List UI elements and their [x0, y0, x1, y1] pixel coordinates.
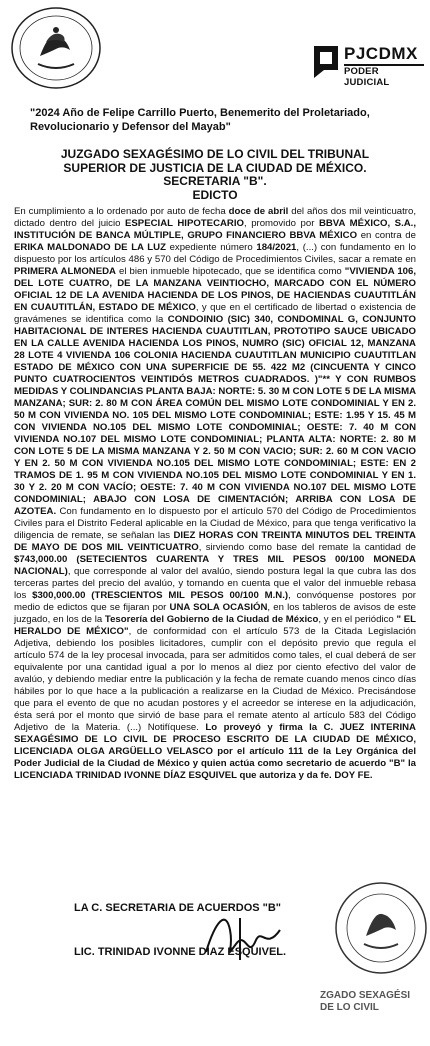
edict-body: [14, 206, 416, 782]
court-name-line: JUZGADO SEXAGÉSIMO DE LO CIVIL DEL TRIBUNAL: [60, 147, 370, 161]
court-name-line: SUPERIOR DE JUSTICIA DE LA CIUDAD DE MÉXICO.: [63, 160, 367, 175]
court-seal-icon: [334, 880, 428, 976]
pjcdmx-logo: [312, 44, 424, 88]
body-text: , convóquense postores por medio de edictos que se fijaran por: [14, 590, 417, 613]
body-bold: $743,000.00 (SETECIENTOS CUARENTA Y TRES MIL PESOS 00/100 MONEDA NACIONAL): [14, 554, 416, 577]
body-text: , promovido por: [243, 218, 319, 229]
court-stamp-line: ZGADO SEXAGÉSI: [320, 990, 411, 1001]
logo-brand: PJCDMX: [344, 44, 418, 63]
body-bold: BBVA MÉXICO, S.A., INSTITUCIÓN DE BANCA MÚLTIPLE, GRUPO FINANCIERO BBVA MÉXICO: [14, 218, 416, 241]
year-motto-line: Revolucionario y Defensor del Mayab": [30, 121, 231, 133]
body-bold: Tesorería del Gobierno de la Ciudad de México: [104, 614, 319, 625]
body-bold: $300,000.00 (TRESCIENTOS MIL PESOS 00/100 M.N.): [32, 590, 289, 601]
body-bold: ESPECIAL HIPOTECARIO: [125, 218, 244, 229]
signatory-name: LIC. TRINIDAD IVONNE DIAZ ESQUIVEL.: [74, 946, 287, 958]
body-text: del años dos mil veinticuatro, dictado dentro del juicio: [14, 206, 416, 229]
body-text: en contra de: [357, 230, 416, 241]
pjcdmx-mark-icon: [312, 44, 344, 80]
logo-subtitle: PODER JUDICIAL: [344, 66, 390, 88]
body-bold: Lo proveyó y firma la C. JUEZ INTERINA SEXAGÉSIMO DE LO CIVIL DE PROCESO ESCRITO DE LA CIUDAD DE MÉXICO, LICENCIADA OLGA ARGÜELLO VELASCO por el artículo 111 de la Ley Orgánica del Poder Judicial de la Ciudad de México y quien actúa como secretario de acuerdo "B" la LICENCIADA TRINIDAD IVONNE DÍAZ ESQUIVEL que autoriza y da fe. DOY FE.: [14, 722, 416, 781]
court-heading: [20, 148, 410, 202]
body-bold: doce de abril: [228, 206, 289, 217]
year-motto: [30, 106, 410, 134]
body-text: expediente número: [165, 242, 257, 253]
court-stamp-line: DE LO CIVIL: [320, 1002, 379, 1013]
body-text: , (...) con fundamento en lo dispuesto por los artículos 486 y 570 del Código de Procedimientos Civiles, sacar a remate en: [14, 242, 416, 265]
body-text: el bien inmueble hipotecado, que se identifica como: [115, 266, 345, 277]
body-bold: "VIVIENDA 106, DEL LOTE CUATRO, DE LA MANZANA VEINTIOCHO, MARCADO CON EL NÚMERO OFICIAL 12 DE LA AVENIDA HACIENDA DE LOS PINOS, DE HACIENDAS CUAUTITLÁN EN CUAUTITLÁN, ESTADO DE MÉXICO: [14, 266, 416, 313]
body-text: , y en el periódico: [318, 614, 397, 625]
body-text: Con fundamento en lo dispuesto por el artículo 570 del Código de Procedimientos Civiles para el Distrito Federal aplicable en la Ciudad de México, para que tenga verificativo la diligencia de remate, se señalan las: [14, 506, 416, 541]
body-bold: " EL HERALDO DE MÉXICO": [14, 614, 416, 637]
body-bold: DIEZ HORAS CON TREINTA MINUTOS DEL TREINTA DE MAYO DE DOS MIL VEINTICUATRO: [14, 530, 416, 553]
signatory-title: LA C. SECRETARIA DE ACUERDOS "B": [74, 902, 282, 914]
body-text: , de conformidad con el artículo 573 de la Citada Legislación Adjetiva, debiendo los posibles licitadores, cumplir con el depósito previo que regula el artículo 574 de la ley procesal invocada, para ser admitidos como tales, el cual deberá de ser equivalente por una cantidad igual a por lo menos al diez por ciento efectivo del valor de avalúo, y debiendo mediar entre la publicación y la fecha de remate cuando menos cinco días hábiles por lo que hace a la publicación a realizarse en la Ciudad de México. Precisándose que para el evento de que no acudan postores y el acreedor se interese en la adjudicación, ésta será por el monto que sirvió de base para el remate atento al artículo 583 del Código Adjetivo de la Materia. (...) Notifíquese.: [14, 626, 416, 733]
body-text: En cumplimiento a lo ordenado por auto de fecha: [14, 206, 229, 217]
document-header: [0, 0, 430, 100]
year-motto-line: "2024 Año de Felipe Carrillo Puerto, Benemerito del Proletariado,: [30, 107, 370, 119]
coat-of-arms-seal-icon: [10, 6, 102, 90]
body-text: , y que en el certificado de libertad o existencia de gravámenes se identifica como la: [14, 302, 416, 325]
edicto-title: EDICTO: [192, 187, 238, 202]
body-bold: ERIKA MALDONADO DE LA LUZ: [14, 242, 166, 253]
body-bold: CONDOINIO (SIC) 340, CONDOMINAL G, CONJUNTO HABITACIONAL DE INTERES HACIENDA CUAUTITLAN, PROTOTIPO SAUCE UBICADO EN LA CALLE AVENIDA HACIENDA LOS PINOS, NUMRO (SIC) OFICIAL 12, MANZANA 28 LOTE 4 VIVIENDA 106 COLONIA HACIENDA CUAUTITLAN MUNICIPIO CUAUTITLAN ESTADO DE MÉXICO CON UNA SUPERFICIE DE 55. 422 M2 (CINCUENTA Y CINCO PUNTO CUATROCIENTOS VEINTIDÓS METROS CUADRADOS. )"** Y CON RUMBOS MEDIDAS Y COLINDANCIAS PLANTA BAJA: NORTE: 5. 30 M CON LOTE 5 DE LA MISMA MANZANA; SUR: 2. 80 M CON ÁREA COMÚN DEL MISMO LOTE CONDOMINIAL Y EN 2. 50 M CON VIVIENDA NO. 105 DEL MISMO LOTE CONDOMINIAL; ESTE: 1.95 Y 15. 45 M CON VIVIENDA NO.105 DEL MISMO LOTE CONDOMINIAL; OESTE: 7. 40 M CON VIVIENDA NO.107 DEL MISMO LOTE CONDOMINIAL; PLANTA ALTA: NORTE: 2. 80 M CON LOTE 5 DE LA MISMA MANZANA Y 2. 50 M CON VACIO; SUR: 2. 60 M CON VACIO Y EN 2. 50 M CON VIVIENDA NO.105 DEL MISMO LOTE CONDOMINIAL; ESTE: EN 2 TRAMOS DE 1. 95 M CON VIVIENDA NO.105 DEL MISMO LOTE CONDOMINIAL Y EN 1. 30 Y 2. 20 M CON VACÍO; OESTE: 7. 40 M CON VIVIENDA NO.107 DEL MISMO LOTE CONDOMINIAL; ABAJO CON LOSA DE CIMENTACIÓN; ARRIBA CON LOSA DE AZOTEA.: [14, 314, 416, 517]
secretaria-label: SECRETARIA "B".: [163, 174, 267, 188]
body-bold: 184/2021: [256, 242, 297, 253]
handwritten-signature-icon: [196, 900, 286, 970]
court-stamp: [320, 990, 410, 1014]
body-bold: UNA SOLA OCASIÓN: [169, 602, 268, 613]
body-text: , en los tableros de avisos de este juzgado, en los de la: [14, 602, 416, 625]
body-text: , sirviendo como base del remate la cantidad de: [198, 542, 416, 553]
body-bold: PRIMERA ALMONEDA: [14, 266, 116, 277]
body-text: , que corresponde al valor del avalúo, siendo postura legal la que cubra las dos terceras partes del precio del avalúo, y tomando en cuenta que el valor del inmueble rebasa los: [14, 566, 416, 601]
